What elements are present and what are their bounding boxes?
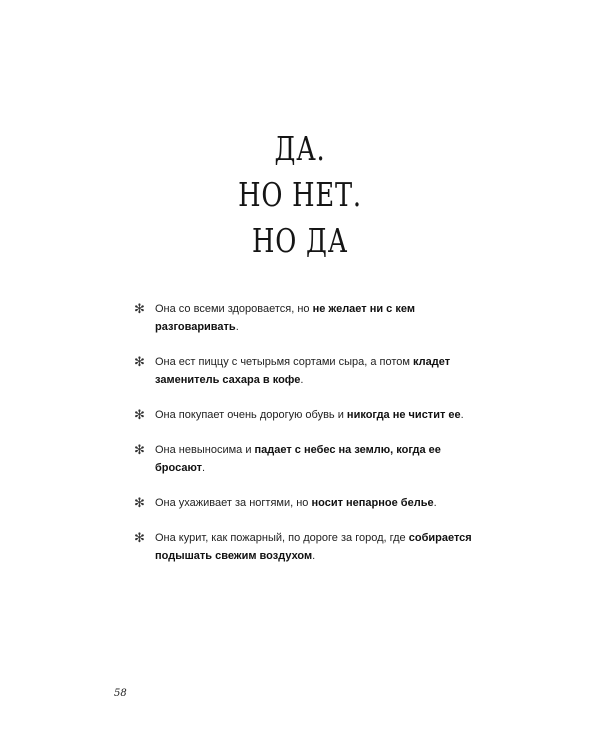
statement-list (134, 300, 474, 582)
item-emphasis: носит непарное белье (311, 497, 434, 509)
page-title (0, 126, 600, 264)
item-text: Она покупает очень дорогую обувь и (155, 409, 347, 421)
title-line-3: НО ДА (251, 221, 349, 260)
item-tail: . (300, 374, 304, 386)
asterisk-bullet-icon: ✻ (134, 530, 145, 545)
item-tail: . (235, 321, 239, 333)
item-tail: . (460, 409, 464, 421)
item-emphasis: собирается подышать свежим воздухом (155, 532, 472, 562)
asterisk-bullet-icon: ✻ (134, 301, 145, 316)
item-text: Она невыносима и (155, 444, 255, 456)
item-tail: . (201, 462, 206, 474)
item-text: Она со всеми здоровается, но (155, 303, 313, 315)
item-text: Она ухаживает за ногтями, но (155, 497, 312, 509)
item-tail: . (433, 497, 437, 509)
list-item (134, 406, 474, 424)
item-text: Она курит, как пожарный, по дороге за город, где (155, 532, 409, 544)
item-emphasis: падает с небес на землю, когда ее бросают (155, 444, 441, 474)
asterisk-bullet-icon: ✻ (134, 407, 145, 422)
item-emphasis: кладет заменитель сахара в кофе (155, 356, 451, 386)
asterisk-bullet-icon: ✻ (134, 354, 145, 369)
page-number: 58 (114, 688, 127, 699)
list-item (134, 529, 474, 565)
item-emphasis: никогда не чистит ее (346, 409, 461, 421)
asterisk-bullet-icon: ✻ (134, 442, 145, 457)
list-item (134, 353, 474, 389)
title-line-2: НО НЕТ. (238, 175, 362, 214)
title-line-1: ДА. (274, 129, 326, 168)
list-item (134, 494, 474, 512)
list-item (134, 300, 474, 336)
asterisk-bullet-icon: ✻ (134, 495, 145, 510)
list-item (134, 441, 474, 477)
item-emphasis: не желает ни с кем разговаривать (155, 303, 415, 333)
item-tail: . (312, 550, 316, 562)
item-text: Она ест пиццу с четырьмя сортами сыра, а потом (155, 356, 414, 368)
